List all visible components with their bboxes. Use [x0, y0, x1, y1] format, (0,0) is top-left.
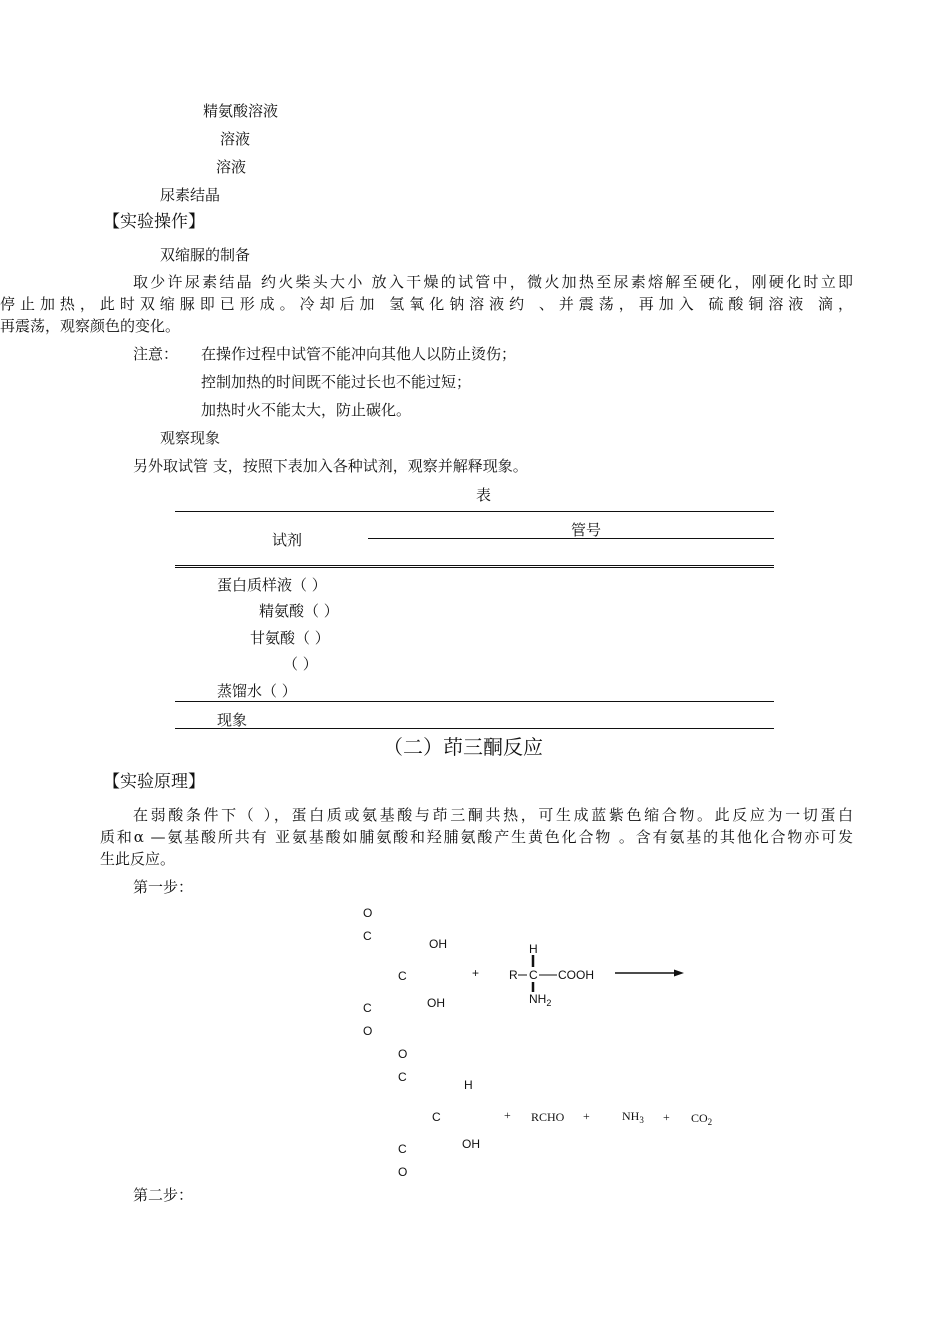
r1-c-top: C [363, 929, 372, 943]
table-row: 蒸馏水（ ） [217, 682, 297, 700]
principle-line-3: 生此反应。 [100, 850, 176, 868]
r1-cooh: COOH [558, 968, 594, 982]
step-1-label: 第一步： [133, 878, 194, 896]
table-row: 精氨酸（ ） [259, 602, 339, 620]
reagent-solution-1: 溶液 [220, 130, 251, 148]
r1-oh-1: OH [429, 937, 447, 951]
table-row: （ ） [283, 655, 318, 673]
r1-o-top: O [363, 906, 373, 920]
r1-c-alpha: C [529, 968, 538, 982]
reaction-arrow-head [674, 970, 684, 977]
table-header-reagent: 试剂 [272, 531, 303, 549]
r1-c-mid: C [398, 969, 407, 983]
r2-plus-3: + [663, 1110, 670, 1124]
r2-h: H [464, 1078, 473, 1092]
procedure-line-2: 停止加热，此时双缩脲即已形成。冷却后加 氢氧化钠溶液约 、并震荡，再加入 硫酸铜溶液 滴， [0, 295, 853, 313]
reagent-urea: 尿素结晶 [160, 186, 221, 204]
r1-plus: + [472, 966, 480, 980]
procedure-heading: 【实验操作】 [103, 212, 205, 232]
principle-line-1: 在弱酸条件下（ ），蛋白质或氨基酸与茚三酮共热，可生成蓝紫色缩合物。此反应为一切蛋白 [133, 806, 853, 824]
r1-c-bot: C [363, 1001, 372, 1015]
r2-plus-1: + [504, 1108, 511, 1122]
table-row: 甘氨酸（ ） [250, 629, 330, 647]
r2-o-bot: O [398, 1165, 408, 1179]
r2-nh3 [622, 1109, 644, 1127]
r2-co2 [691, 1111, 712, 1129]
r1-nh-sub: 2 [546, 998, 552, 1008]
r1-r: R [509, 968, 518, 982]
procedure-sub-observe: 观察现象 [160, 429, 221, 447]
r1-oh-2: OH [427, 996, 445, 1010]
r2-nh: NH [622, 1109, 640, 1123]
r2-o-top: O [398, 1047, 408, 1061]
r2-plus-2: + [583, 1109, 590, 1123]
r1-nh: NH [529, 992, 547, 1006]
r1-h: H [529, 942, 538, 956]
r2-c-top: C [398, 1070, 407, 1084]
r2-nh-sub: 3 [639, 1115, 644, 1125]
r2-c-mid: C [432, 1110, 441, 1124]
reagent-arginine: 精氨酸溶液 [203, 102, 279, 120]
r2-co: CO [691, 1111, 708, 1125]
note-2: 控制加热的时间既不能过长也不能过短； [201, 373, 472, 391]
r1-o-bot: O [363, 1024, 373, 1038]
r2-c-bot: C [398, 1142, 407, 1156]
note-label: 注意： [133, 345, 179, 363]
procedure-line-1: 取少许尿素结晶 约火柴头大小 放入干燥的试管中，微火加热至尿素熔解至硬化，刚硬化时立即 [133, 273, 853, 291]
principle-line-2: 质和α —氨基酸所共有 亚氨基酸如脯氨酸和羟脯氨酸产生黄色化合物 。含有氨基的其他化合物亦可发 [100, 828, 853, 846]
table-header-tube: 管号 [571, 521, 602, 539]
table-phenomenon: 现象 [217, 711, 248, 729]
table-caption: 表 [476, 486, 492, 504]
principle-heading: 【实验原理】 [103, 772, 205, 792]
table-row: 蛋白质样液（ ） [217, 576, 327, 594]
procedure-instruction: 另外取试管 支，按照下表加入各种试剂，观察并解释现象。 [133, 457, 528, 475]
r2-oh: OH [462, 1137, 480, 1151]
procedure-sub-biuret: 双缩脲的制备 [160, 246, 251, 264]
note-1: 在操作过程中试管不能冲向其他人以防止烫伤； [201, 345, 517, 363]
section-title-ninhydrin: （二）茚三酮反应 [383, 735, 543, 759]
r2-co-sub: 2 [707, 1117, 713, 1127]
note-3: 加热时火不能太大，防止碳化。 [201, 401, 412, 419]
reagent-solution-2: 溶液 [216, 158, 247, 176]
r2-rcho: RCHO [531, 1110, 565, 1124]
procedure-line-3: 再震荡，观察颜色的变化。 [0, 317, 181, 335]
step-2-label: 第二步： [133, 1186, 194, 1204]
